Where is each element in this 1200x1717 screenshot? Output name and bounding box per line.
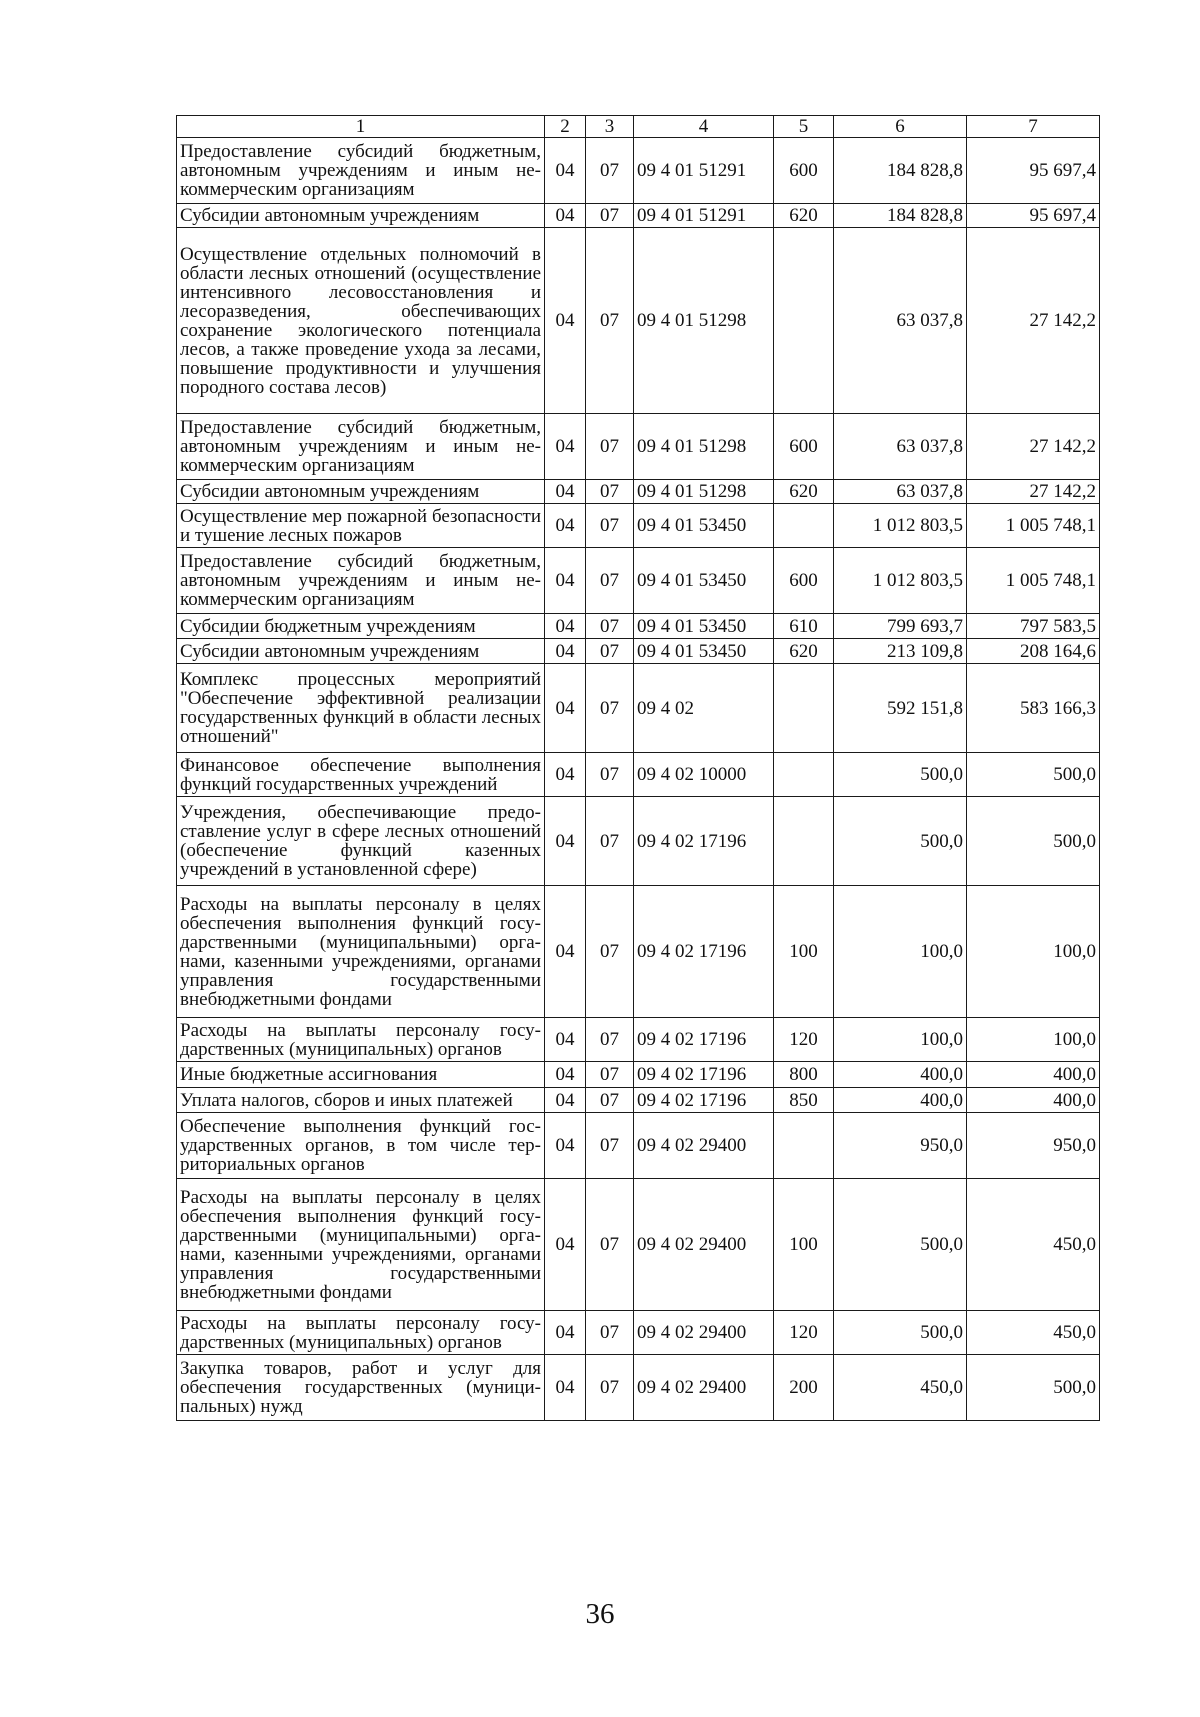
amount-cell-7: 27 142,2 (967, 414, 1100, 480)
code-cell-4: 09 4 02 (634, 664, 774, 753)
amount-cell-6: 184 828,8 (834, 138, 967, 204)
amount-cell-6: 500,0 (834, 753, 967, 797)
code-cell-5: 100 (774, 1179, 834, 1311)
amount-cell-6: 500,0 (834, 797, 967, 886)
code-cell-3: 07 (586, 548, 634, 614)
expense-name-cell: Осуществление отдельных полномочий в области лесных отношений (осуществление интенсивного лесовосстановления и лесоразведения, обеспечивающих сохранение экологического потенциала лесов, а также проведение ухода за лесами, повышение продуктивности и улучшения породного состава лесов) (177, 228, 545, 414)
code-cell-3: 07 (586, 1088, 634, 1113)
amount-cell-6: 63 037,8 (834, 480, 967, 504)
code-cell-5: 620 (774, 204, 834, 228)
amount-cell-7: 1 005 748,1 (967, 504, 1100, 548)
code-cell-3: 07 (586, 614, 634, 639)
expense-name-cell: Учреждения, обеспечивающие предоставление услуг в сфере лесных отношений (обеспечение функций казенных учреждений в установленной сфере) (177, 797, 545, 886)
expense-name-cell: Предоставление субсидий бюджетным, автономным учреждениям и иным некоммерческим организациям (177, 548, 545, 614)
code-cell-2: 04 (545, 504, 586, 548)
amount-cell-6: 500,0 (834, 1311, 967, 1355)
code-cell-4: 09 4 01 53450 (634, 548, 774, 614)
amount-cell-6: 63 037,8 (834, 414, 967, 480)
amount-cell-7: 27 142,2 (967, 480, 1100, 504)
amount-cell-7: 797 583,5 (967, 614, 1100, 639)
code-cell-2: 04 (545, 414, 586, 480)
code-cell-4: 09 4 02 29400 (634, 1113, 774, 1179)
code-cell-3: 07 (586, 1311, 634, 1355)
table-row (177, 886, 1100, 1018)
code-cell-4: 09 4 02 29400 (634, 1311, 774, 1355)
code-cell-2: 04 (545, 548, 586, 614)
code-cell-4: 09 4 01 51298 (634, 480, 774, 504)
code-cell-2: 04 (545, 1179, 586, 1311)
amount-cell-7: 208 164,6 (967, 639, 1100, 664)
table-row (177, 414, 1100, 480)
amount-cell-7: 27 142,2 (967, 228, 1100, 414)
code-cell-2: 04 (545, 886, 586, 1018)
amount-cell-6: 1 012 803,5 (834, 548, 967, 614)
code-cell-3: 07 (586, 753, 634, 797)
expense-name-cell: Расходы на выплаты персоналу государственных (муниципальных) органов (177, 1018, 545, 1062)
code-cell-3: 07 (586, 138, 634, 204)
amount-cell-6: 400,0 (834, 1088, 967, 1113)
code-cell-3: 07 (586, 1113, 634, 1179)
code-cell-5: 100 (774, 886, 834, 1018)
amount-cell-6: 450,0 (834, 1355, 967, 1421)
code-cell-5: 200 (774, 1355, 834, 1421)
code-cell-4: 09 4 02 17196 (634, 1088, 774, 1113)
expense-name-cell: Уплата налогов, сборов и иных платежей (177, 1088, 545, 1113)
table-row (177, 548, 1100, 614)
expense-name-cell: Субсидии автономным учреждениям (177, 639, 545, 664)
column-number-1: 1 (177, 116, 545, 138)
code-cell-5: 850 (774, 1088, 834, 1113)
amount-cell-7: 1 005 748,1 (967, 548, 1100, 614)
expense-name-cell: Расходы на выплаты персоналу государственных (муниципальных) органов (177, 1311, 545, 1355)
expense-name-cell: Субсидии бюджетным учреждениям (177, 614, 545, 639)
code-cell-4: 09 4 02 17196 (634, 797, 774, 886)
code-cell-2: 04 (545, 228, 586, 414)
amount-cell-7: 500,0 (967, 1355, 1100, 1421)
expense-name-cell: Иные бюджетные ассигнования (177, 1062, 545, 1088)
code-cell-5 (774, 753, 834, 797)
code-cell-4: 09 4 02 17196 (634, 886, 774, 1018)
amount-cell-6: 500,0 (834, 1179, 967, 1311)
code-cell-4: 09 4 01 53450 (634, 504, 774, 548)
table-body (177, 116, 1100, 1421)
code-cell-4: 09 4 02 10000 (634, 753, 774, 797)
table-row (177, 1018, 1100, 1062)
expense-name-cell: Субсидии автономным учреждениям (177, 204, 545, 228)
code-cell-3: 07 (586, 1355, 634, 1421)
code-cell-5: 600 (774, 548, 834, 614)
expense-name-cell: Обеспечение выполнения функций государственных органов, в том числе территориальных органов (177, 1113, 545, 1179)
expense-name-cell: Расходы на выплаты персоналу в целях обеспечения выполнения функций государственными (муниципальными) органами, казенными учреждениями, органами управления государственными внебюджетными фондами (177, 886, 545, 1018)
code-cell-2: 04 (545, 1088, 586, 1113)
budget-table (176, 115, 1100, 1421)
amount-cell-7: 95 697,4 (967, 138, 1100, 204)
expense-name-cell: Предоставление субсидий бюджетным, автономным учреждениям и иным некоммерческим организациям (177, 414, 545, 480)
expense-name-cell: Финансовое обеспечение выполнения функций государственных учреждений (177, 753, 545, 797)
code-cell-2: 04 (545, 138, 586, 204)
amount-cell-6: 950,0 (834, 1113, 967, 1179)
code-cell-2: 04 (545, 1018, 586, 1062)
table-row (177, 1062, 1100, 1088)
amount-cell-6: 400,0 (834, 1062, 967, 1088)
code-cell-3: 07 (586, 228, 634, 414)
table-row (177, 1355, 1100, 1421)
code-cell-5 (774, 1113, 834, 1179)
code-cell-3: 07 (586, 797, 634, 886)
table-header-row (177, 116, 1100, 138)
code-cell-4: 09 4 01 51291 (634, 204, 774, 228)
amount-cell-7: 583 166,3 (967, 664, 1100, 753)
code-cell-3: 07 (586, 1018, 634, 1062)
code-cell-2: 04 (545, 639, 586, 664)
code-cell-3: 07 (586, 414, 634, 480)
code-cell-4: 09 4 01 53450 (634, 639, 774, 664)
code-cell-4: 09 4 01 53450 (634, 614, 774, 639)
amount-cell-7: 100,0 (967, 1018, 1100, 1062)
amount-cell-7: 100,0 (967, 886, 1100, 1018)
code-cell-5: 610 (774, 614, 834, 639)
expense-name-cell: Комплекс процессных мероприятий "Обеспечение эффективной реализации государственных функций в области лесных отношений" (177, 664, 545, 753)
code-cell-2: 04 (545, 753, 586, 797)
table-row (177, 138, 1100, 204)
code-cell-2: 04 (545, 1355, 586, 1421)
amount-cell-6: 213 109,8 (834, 639, 967, 664)
amount-cell-6: 100,0 (834, 886, 967, 1018)
amount-cell-7: 950,0 (967, 1113, 1100, 1179)
amount-cell-6: 100,0 (834, 1018, 967, 1062)
page-number: 36 (585, 1598, 615, 1630)
table-row (177, 664, 1100, 753)
table-row (177, 1088, 1100, 1113)
code-cell-3: 07 (586, 886, 634, 1018)
amount-cell-7: 95 697,4 (967, 204, 1100, 228)
code-cell-3: 07 (586, 664, 634, 753)
code-cell-4: 09 4 02 17196 (634, 1018, 774, 1062)
table-row (177, 204, 1100, 228)
amount-cell-7: 500,0 (967, 797, 1100, 886)
budget-table-wrapper (176, 115, 1100, 1421)
code-cell-5 (774, 664, 834, 753)
column-number-7: 7 (967, 116, 1100, 138)
amount-cell-6: 799 693,7 (834, 614, 967, 639)
code-cell-4: 09 4 01 51298 (634, 228, 774, 414)
code-cell-2: 04 (545, 1113, 586, 1179)
amount-cell-7: 400,0 (967, 1062, 1100, 1088)
code-cell-3: 07 (586, 504, 634, 548)
code-cell-2: 04 (545, 614, 586, 639)
code-cell-5: 620 (774, 639, 834, 664)
code-cell-4: 09 4 02 29400 (634, 1179, 774, 1311)
column-number-2: 2 (545, 116, 586, 138)
code-cell-5 (774, 797, 834, 886)
code-cell-4: 09 4 02 17196 (634, 1062, 774, 1088)
column-number-6: 6 (834, 116, 967, 138)
code-cell-3: 07 (586, 1062, 634, 1088)
amount-cell-7: 500,0 (967, 753, 1100, 797)
column-number-3: 3 (586, 116, 634, 138)
code-cell-2: 04 (545, 664, 586, 753)
table-row (177, 614, 1100, 639)
column-number-4: 4 (634, 116, 774, 138)
table-row (177, 1179, 1100, 1311)
code-cell-5: 800 (774, 1062, 834, 1088)
code-cell-4: 09 4 01 51291 (634, 138, 774, 204)
expense-name-cell: Закупка товаров, работ и услуг для обеспечения государственных (муниципальных) нужд (177, 1355, 545, 1421)
code-cell-5 (774, 504, 834, 548)
code-cell-5: 120 (774, 1018, 834, 1062)
table-row (177, 1311, 1100, 1355)
table-row (177, 480, 1100, 504)
amount-cell-6: 1 012 803,5 (834, 504, 967, 548)
column-number-5: 5 (774, 116, 834, 138)
code-cell-4: 09 4 01 51298 (634, 414, 774, 480)
code-cell-5: 600 (774, 138, 834, 204)
code-cell-5: 120 (774, 1311, 834, 1355)
amount-cell-6: 592 151,8 (834, 664, 967, 753)
code-cell-3: 07 (586, 1179, 634, 1311)
expense-name-cell: Предоставление субсидий бюджетным, автономным учреждениям и иным некоммерческим организациям (177, 138, 545, 204)
code-cell-2: 04 (545, 204, 586, 228)
code-cell-3: 07 (586, 480, 634, 504)
code-cell-5: 620 (774, 480, 834, 504)
amount-cell-6: 63 037,8 (834, 228, 967, 414)
code-cell-5: 600 (774, 414, 834, 480)
code-cell-2: 04 (545, 480, 586, 504)
expense-name-cell: Осуществление мер пожарной безопасности и тушение лесных пожаров (177, 504, 545, 548)
table-row (177, 1113, 1100, 1179)
code-cell-5 (774, 228, 834, 414)
code-cell-2: 04 (545, 797, 586, 886)
amount-cell-7: 400,0 (967, 1088, 1100, 1113)
amount-cell-7: 450,0 (967, 1311, 1100, 1355)
code-cell-3: 07 (586, 639, 634, 664)
amount-cell-6: 184 828,8 (834, 204, 967, 228)
code-cell-2: 04 (545, 1311, 586, 1355)
amount-cell-7: 450,0 (967, 1179, 1100, 1311)
expense-name-cell: Расходы на выплаты персоналу в целях обеспечения выполнения функций государственными (муниципальными) органами, казенными учреждениями, органами управления государственными внебюджетными фондами (177, 1179, 545, 1311)
table-row (177, 797, 1100, 886)
table-row (177, 228, 1100, 414)
table-row (177, 504, 1100, 548)
table-row (177, 753, 1100, 797)
code-cell-2: 04 (545, 1062, 586, 1088)
table-row (177, 639, 1100, 664)
code-cell-3: 07 (586, 204, 634, 228)
code-cell-4: 09 4 02 29400 (634, 1355, 774, 1421)
expense-name-cell: Субсидии автономным учреждениям (177, 480, 545, 504)
